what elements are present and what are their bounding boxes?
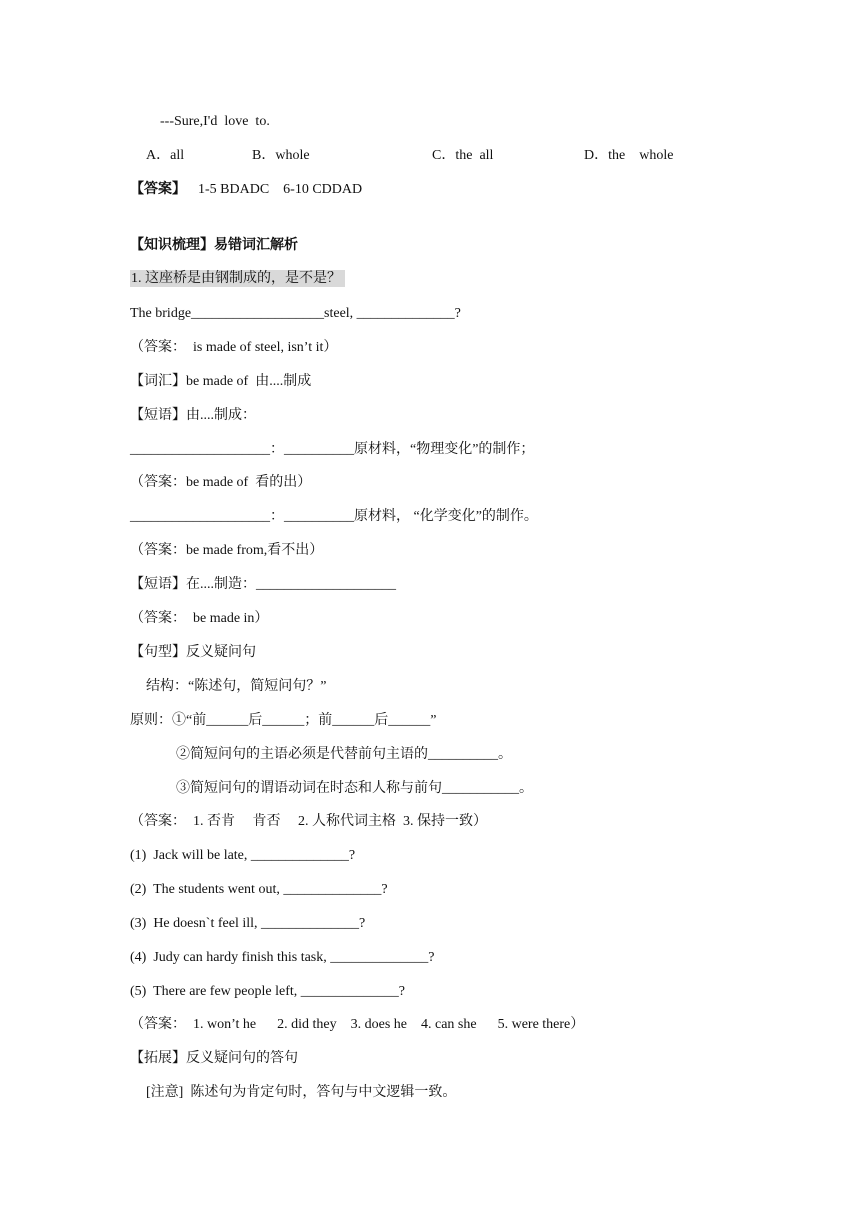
rule-3: ③简短问句的谓语动词在时态和人称与前句___________。 xyxy=(176,781,533,796)
blank-line: ____________________：__________原材料，“物理变化”的制作； xyxy=(130,442,535,457)
phrase-line: 【短语】由....制成： xyxy=(130,408,256,423)
structure-line: 结构：“陈述句，简短问句？” xyxy=(146,679,327,694)
extension-line: 【拓展】反义疑问句的答句 xyxy=(130,1051,298,1066)
phrase-line: 【短语】在....制造：____________________ xyxy=(130,577,396,592)
dialogue-reply: ---Sure,I'd love to. xyxy=(160,114,270,129)
highlighted-prompt: 1. 这座桥是由钢制成的，是不是？ xyxy=(130,270,345,287)
section-heading: 【知识梳理】易错词汇解析 xyxy=(130,238,298,253)
exercise-item: (5) There are few people left, ______________? xyxy=(130,984,405,999)
sentence-pattern-line: 【句型】反义疑问句 xyxy=(130,645,256,660)
item-1-prompt xyxy=(130,269,345,289)
answer-label: 【答案】 xyxy=(130,182,186,197)
exercise-item: (3) He doesn`t feel ill, ______________? xyxy=(130,916,366,931)
exercise-item: (1) Jack will be late, ______________? xyxy=(130,848,356,863)
answer-line: （答案：be made of 看的出） xyxy=(130,475,312,490)
option-d: D．the whole xyxy=(584,148,674,163)
rule-1: 原则：①“前______后______；前______后______” xyxy=(130,713,437,728)
exercise-item: (4) Judy can hardy finish this task, ______________? xyxy=(130,950,435,965)
exercise-item: (2) The students went out, ______________? xyxy=(130,882,388,897)
fill-blank-sentence: The bridge___________________steel, ______________? xyxy=(130,306,461,321)
option-b: B．whole xyxy=(252,148,310,163)
answer-line: （答案： be made in） xyxy=(130,611,269,626)
answer-line: （答案： 1. won’t he 2. did they 3. does he 4. can she 5. were there） xyxy=(130,1017,585,1032)
rule-2: ②简短问句的主语必须是代替前句主语的__________。 xyxy=(176,747,512,762)
answer-line: （答案： 1. 否肯 肯否 2. 人称代词主格 3. 保持一致） xyxy=(130,814,487,829)
option-a: A．all xyxy=(146,148,185,163)
note-line: [注意] 陈述句为肯定句时，答句与中文逻辑一致。 xyxy=(146,1085,457,1100)
answer-line: （答案：be made from,看不出） xyxy=(130,543,324,558)
answer-key: 1-5 BDADC 6-10 CDDAD xyxy=(198,182,363,197)
answer-line: （答案： is made of steel, isn’t it） xyxy=(130,340,338,355)
vocab-line: 【词汇】be made of 由....制成 xyxy=(130,374,312,389)
blank-line: ____________________：__________原材料， “化学变化”的制作。 xyxy=(130,509,538,524)
option-c: C．the all xyxy=(432,148,494,163)
